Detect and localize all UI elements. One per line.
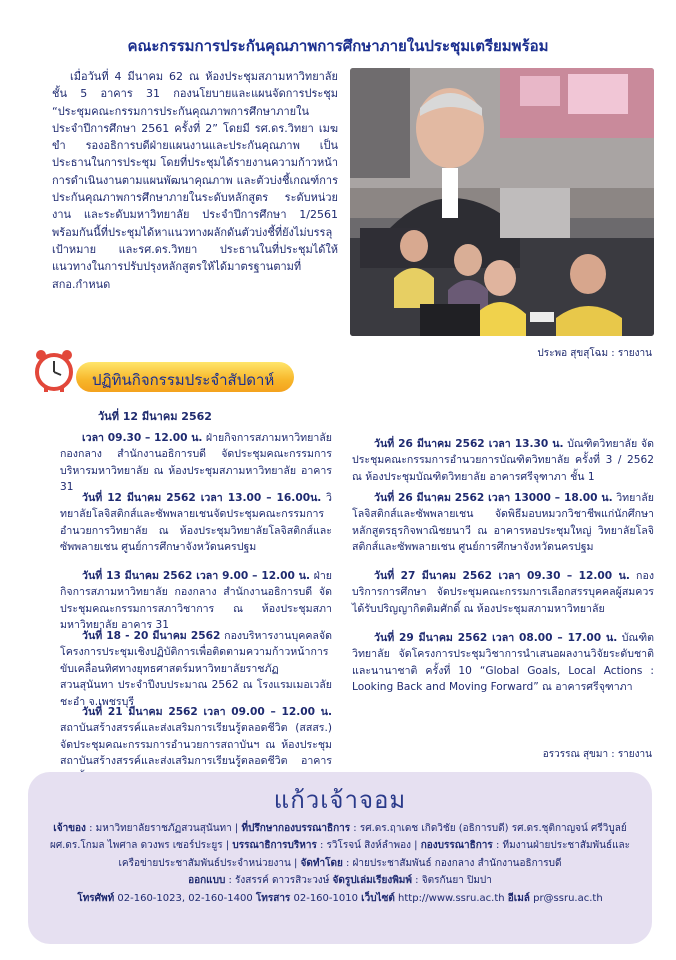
phone-value: 02-160-1023, 02-160-1400 bbox=[114, 892, 256, 904]
event-item bbox=[60, 430, 332, 496]
event-text: สถาบันสร้างสรรค์และส่งเสริมการเรียนรู้ตลอดชีวิต (สสสร.) จัดประชุมคณะกรรมการอำนวยการสถาบันฯ ณ ห้องประชุมสถาบันสร้างสรรค์และส่งเสริมการเรียนรู้ตลอดชีวิต อาคาร bbox=[60, 722, 332, 768]
event-head: วันที่ 13 มีนาคม 2562 เวลา 9.00 – 12.00 น. bbox=[82, 570, 311, 582]
event-head: เวลา 09.30 – 12.00 น. bbox=[82, 432, 203, 444]
event-text: ฝ่ายกิจการสภามหาวิทยาลัย กองกลาง สำนักงานอธิการบดี จัดประชุมคณะกรรมการบริหารมหาวิทยาลัย ณ ห้องประชุมสภามหาวิทยาลัย อาคาร 31 bbox=[60, 432, 333, 494]
event-text: กองบริหารงานบุคคลจัดโครงการประชุมเชิงปฏิบัติการเพื่อติดตามความก้าวหน้าการขับเคลื่อนทิศทางยุทธศาสตร์มหาวิทยาลัยราชภัฏสวนสุนันทา ประจำปีงบประมาณ 2562 ณ โรงแรมเมอเวลัย ชะอำ จ.เพชรบุรี bbox=[60, 630, 332, 708]
event-item bbox=[352, 568, 654, 617]
photo-credit: ประพอ สุขสุโฉม : รายงาน bbox=[537, 348, 652, 359]
event-text: ฝ่ายกิจการสภามหาวิทยาลัย กองกลาง สำนักงานอธิการบดี จัดประชุมคณะกรรมการสภาวิชาการ ณ ห้องประชุมสภามหาวิทยาลัย อาคาร 31 bbox=[60, 570, 333, 632]
event-head: วันที่ 21 มีนาคม 2562 เวลา 09.00 – 12.00 น. bbox=[82, 706, 332, 718]
fax-label: โทรสาร bbox=[255, 892, 291, 904]
section-title: ปฏิทินกิจกรรมประจำสัปดาห์ bbox=[92, 371, 275, 389]
footer-title: แก้วเจ้าจอม bbox=[273, 786, 407, 814]
meeting-photo-illustration bbox=[350, 68, 654, 336]
design-label: ออกแบบ bbox=[188, 875, 226, 887]
event-text: บัณฑิตวิทยาลัย จัดประชุมคณะกรรมการอำนวยการบัณฑิตวิทยาลัย ครั้งที่ 3 / 2562 ณ ห้องประชุมบัณฑิตวิทยาลัย อาคารศรีจุฑาภา ชั้น 1 bbox=[352, 438, 654, 483]
event-item bbox=[352, 630, 654, 696]
clock-icon bbox=[30, 346, 78, 394]
phone-label: โทรศัพท์ bbox=[77, 892, 115, 904]
event-intro-date: วันที่ 12 มีนาคม 2562 bbox=[98, 410, 212, 423]
fax-value: 02-160-1010 bbox=[290, 892, 362, 904]
advisor-label: ที่ปรึกษากองบรรณาธิการ bbox=[241, 823, 351, 834]
events-credit: อรวรรณ สุขมา : รายงาน bbox=[542, 749, 652, 760]
web-label: เว็บไซต์ bbox=[361, 892, 395, 904]
event-text: วิทยาลัยโลจิสติกส์และซัพพลายเชน จัดพิธีมอบหมวกวิชาชีพแก่นักศึกษาหลักสูตรธุรกิจพาณิชยนาวี ณ อาคารหอประชุมใหญ่ วิทยาลัยโลจิสติกส์และซัพพลายเชน ศูนย์การศึกษาจังหวัดนครปฐม bbox=[352, 492, 655, 554]
producer-value: : ฝ่ายประชาสัมพันธ์ กองกลาง สำนักงานอธิการบดี bbox=[342, 857, 562, 869]
event-head: วันที่ 29 มีนาคม 2562 เวลา 08.00 – 17.00 น. bbox=[374, 632, 618, 644]
event-head: วันที่ 12 มีนาคม 2562 เวลา 13.00 – 16.00น. bbox=[82, 492, 322, 504]
event-head: วันที่ 18 - 20 มีนาคม 2562 bbox=[82, 630, 221, 642]
design-value: : รังสรรค์ ดาวรสิวะวงษ์ bbox=[225, 875, 333, 887]
owner-label: เจ้าของ bbox=[53, 823, 86, 834]
producer-label: จัดทำโดย bbox=[300, 857, 343, 869]
editor-value: : รวิโรจน์ สิงห์ลำพอง | bbox=[316, 840, 421, 852]
advisor-value: : รศ.ดร.ฤาเดช เกิดวิชัย (อธิการบดี) รศ.ดร.ชุติกาญจน์ ศรีวิบูลย์ ผศ.ดร.โกมล ไพศาล ดวงพร เซอร์ประยูร | bbox=[49, 823, 627, 852]
web-link[interactable]: http://www.ssru.ac.th bbox=[394, 892, 508, 904]
editor-label: บรรณาธิการบริหาร bbox=[232, 840, 317, 852]
article-text bbox=[52, 68, 338, 293]
footer-credits bbox=[42, 820, 638, 907]
article-body: เมื่อวันที่ 4 มีนาคม 62 ณ ห้องประชุมสภามหาวิทยาลัย ชั้น 5 อาคาร 31 กองนโยบายและแผนจัดการประชุม “ประชุมคณะกรรมการประกันคุณภาพการศึกษาภายใน ประจำปีการศึกษา 2561 ครั้งที่ 2” โดยมี รศ.ดร.วิทยา เมฆขำ รองอธิการบดีฝ่ายแผนงานและประกันคุณภาพ เป็นประธานในการประชุม โดยที่ประชุมได้รายงานความก้าวหน้าการดำเนินงานตามแผนพัฒนาคุณภาพ และตัวบ่งชี้เกณฑ์การประกันคุณภาพการศึกษาภายในระดับหลักสูตร ระดับหน่วยงาน และระดับมหาวิทยาลัย ประจำปีการศึกษา 1/2561 พร้อมกันนี้ที่ประชุมได้หาแนวทางผลักดันตัวบ่งชี้ที่ยังไม่บรรลุเป้าหมาย และรศ.ดร.วิทยา ประธานในที่ประชุมได้ให้แนวทางในการปรับปรุงหลักสูตรให้ได้มาตรฐานตามที่สกอ.กำหนด bbox=[52, 70, 338, 291]
event-text: กองบริการการศึกษา จัดประชุมคณะกรรมการเลือกสรรบุคคลผู้สมควรได้รับปริญญากิตติมศักดิ์ ณ ห้องประชุมสภามหาวิทยาลัย bbox=[352, 570, 654, 615]
board-label: กองบรรณาธิการ bbox=[420, 840, 493, 852]
layout-label: จัดรูปเล่มเรียงพิมพ์ bbox=[332, 875, 412, 887]
email-label: อีเมล์ bbox=[507, 892, 530, 904]
footer-panel bbox=[28, 772, 652, 944]
meeting-photo bbox=[350, 68, 654, 336]
board-value: : ทีมงานฝ่ายประชาสัมพันธ์และเครือข่ายประชาสัมพันธ์ประจำหน่วยงาน | bbox=[118, 840, 631, 869]
event-item bbox=[352, 490, 654, 556]
email-link[interactable]: pr@ssru.ac.th bbox=[529, 892, 603, 904]
event-item bbox=[352, 436, 654, 485]
owner-value: : มหาวิทยาลัยราชภัฏสวนสุนันทา | bbox=[85, 823, 242, 834]
event-text: วิทยาลัยโลจิสติกส์และซัพพลายเชนจัดประชุมคณะกรรมการอำนวยการวิทยาลัย ณ ห้องประชุมวิทยาลัยโลจิสติกส์และซัพพลายเชน ศูนย์การศึกษาจังหวัดนครปฐม bbox=[60, 492, 332, 554]
event-head: วันที่ 26 มีนาคม 2562 เวลา 13000 – 18.00 น. bbox=[374, 492, 613, 504]
layout-value: : จิตรกันยา ปิมปา bbox=[412, 875, 492, 887]
event-head: วันที่ 26 มีนาคม 2562 เวลา 13.30 น. bbox=[374, 438, 564, 450]
event-item bbox=[60, 628, 332, 710]
event-head: วันที่ 27 มีนาคม 2562 เวลา 09.30 – 12.00 น. bbox=[374, 570, 630, 582]
page-title: คณะกรรมการประกันคุณภาพการศึกษาภายในประชุมเตรียมพร้อม bbox=[127, 37, 549, 55]
event-text: บัณฑิตวิทยาลัย จัดโครงการประชุมวิชาการนำเสนอผลงานวิจัยระดับชาติและนานาชาติ ครั้งที่ 10 “Global Goals, Local Actions : Looking Back and Moving Forward” ณ อาคารศรีจุฑาภา bbox=[352, 632, 654, 694]
event-item bbox=[60, 568, 332, 634]
event-item bbox=[60, 490, 332, 556]
